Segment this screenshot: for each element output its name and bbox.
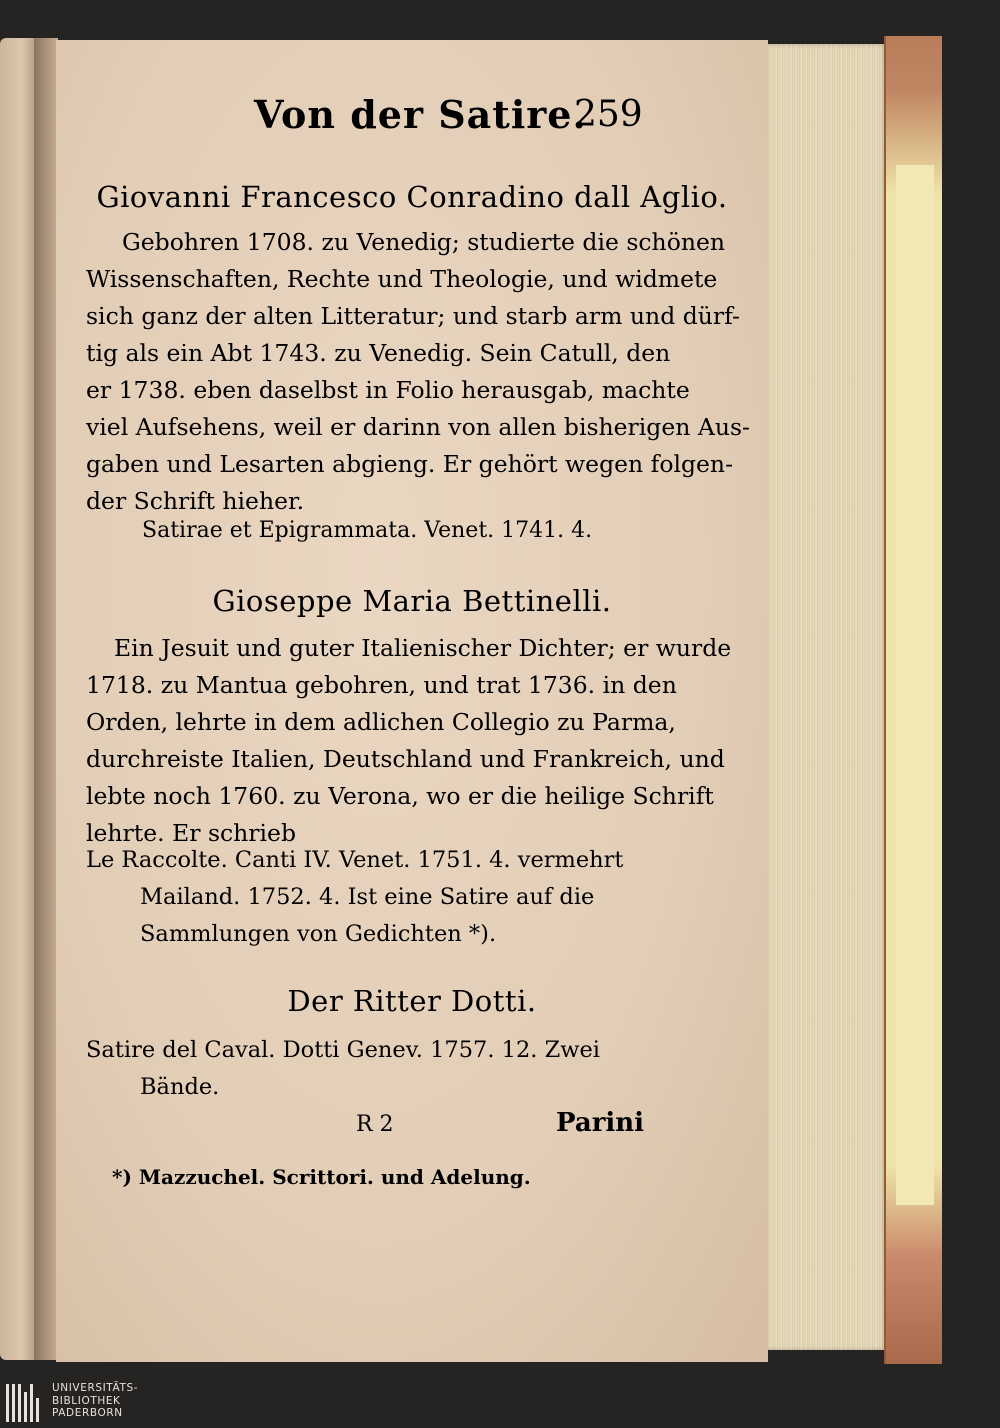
logo-line: UNIVERSITÄTS-	[52, 1382, 139, 1394]
text-line: Le Raccolte. Canti IV. Venet. 1751. 4. vermehrt	[86, 847, 624, 873]
text-line: sich ganz der alten Litteratur; und starb arm und dürf-	[86, 302, 740, 330]
page-number: 259	[574, 94, 643, 135]
text-line: Bände.	[140, 1074, 220, 1100]
facing-page-edge	[0, 38, 36, 1360]
logo-line: PADERBORN	[52, 1407, 123, 1419]
text-line: tig als ein Abt 1743. zu Venedig. Sein Catull, den	[86, 339, 671, 367]
text-line: durchreiste Italien, Deutschland und Frankreich, und	[86, 745, 725, 773]
section-heading: Der Ritter Dotti.	[287, 984, 537, 1018]
text-line: Wissenschaften, Rechte und Theologie, und widmete	[86, 265, 718, 293]
page-block-edges	[768, 44, 886, 1350]
footnote: *) Mazzuchel. Scrittori. und Adelung.	[112, 1165, 531, 1189]
text-line: lebte noch 1760. zu Verona, wo er die heilige Schrift	[86, 782, 714, 810]
text-line: Mailand. 1752. 4. Ist eine Satire auf die	[140, 884, 595, 910]
section-text	[86, 224, 750, 520]
text-line: der Schrift hieher.	[86, 487, 305, 515]
section-heading: Gioseppe Maria Bettinelli.	[212, 584, 612, 618]
text-line: Satire del Caval. Dotti Genev. 1757. 12. Zwei	[86, 1037, 600, 1063]
work-entry	[86, 1032, 646, 1106]
text-line: 1718. zu Mantua gebohren, und trat 1736. in den	[86, 671, 677, 699]
logo-line: BIBLIOTHEK	[52, 1394, 121, 1407]
library-logo-text	[52, 1382, 138, 1420]
text-line: gaben und Lesarten abgieng. Er gehört wegen folgen-	[86, 450, 734, 478]
book-gutter	[34, 38, 58, 1360]
section-heading: Giovanni Francesco Conradino dall Aglio.	[96, 180, 728, 214]
bookmark-strip	[896, 165, 934, 1205]
text-line: Orden, lehrte in dem adlichen Collegio zu Parma,	[86, 708, 676, 736]
signature-mark: R 2	[356, 1112, 394, 1137]
text-line: viel Aufsehens, weil er darinn von allen bisherigen Aus-	[86, 413, 750, 441]
section-text	[86, 630, 732, 852]
work-entry	[86, 842, 646, 953]
running-head-title: Von der Satire.	[254, 92, 587, 137]
work-title: Satirae et Epigrammata. Venet. 1741. 4.	[142, 518, 593, 543]
running-head	[194, 88, 644, 150]
text-line: Sammlungen von Gedichten *).	[140, 921, 497, 947]
text-line: Gebohren 1708. zu Venedig; studierte die schönen	[122, 228, 726, 256]
text-line: lehrte. Er schrieb	[86, 819, 296, 847]
catchword: Parini	[556, 1108, 645, 1138]
text-line: er 1738. eben daselbst in Folio herausgab, machte	[86, 376, 690, 404]
text-line: Ein Jesuit und guter Italienischer Dichter; er wurde	[114, 634, 732, 662]
